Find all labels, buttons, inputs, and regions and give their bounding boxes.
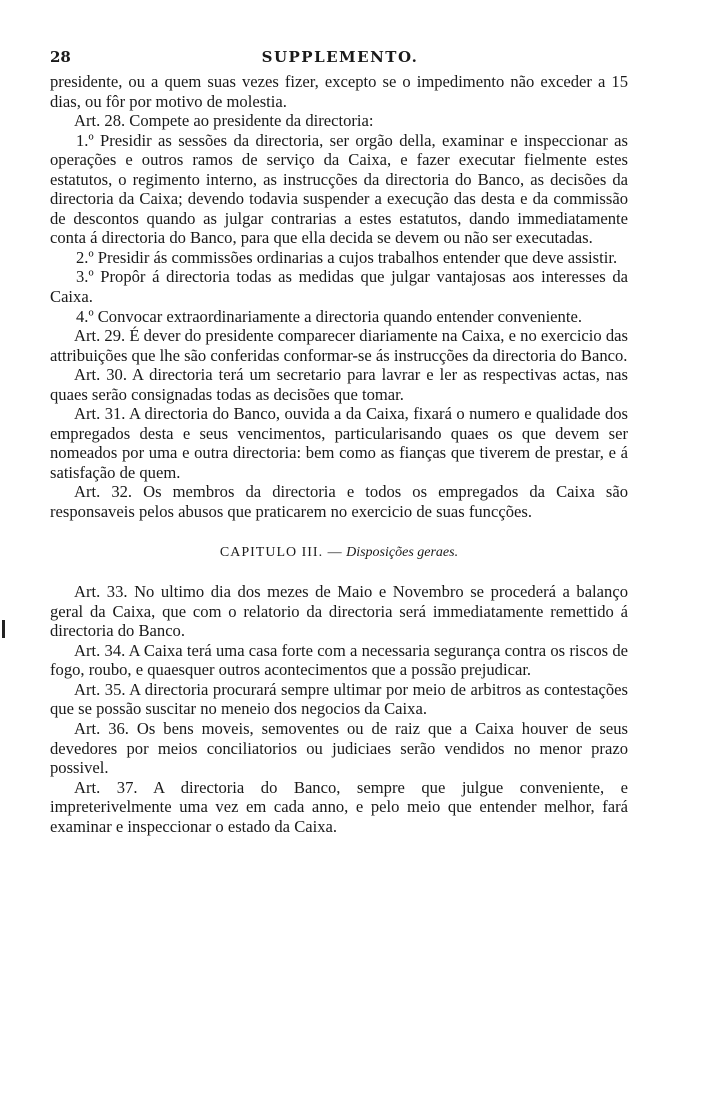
- paragraph-item-4: 4.º Convocar extraordinariamente a directoria quando entender conveniente.: [76, 306, 582, 326]
- paragraph-item-3: 3.º Propôr á directoria todas as medidas que julgar vantajosas aos interesses da Caixa.: [50, 267, 628, 307]
- paragraph-art-31: Art. 31. A directoria do Banco, ouvida a da Caixa, fixará o numero e qualidade dos empregados desta e seus vencimentos, particularisando quaes os que devem ser nomeados por uma e outra directoria: bem como as fianças que tiverem de prestar, e á satisfação de quem.: [50, 404, 628, 482]
- paragraph-art-36: Art. 36. Os bens moveis, semoventes ou de raiz que a Caixa houver de seus devedores por meios conciliatorios ou judiciaes serão vendidos no menor prazo possivel.: [50, 718, 628, 778]
- chapter-heading: [50, 543, 628, 563]
- paragraph-art-28: Art. 28. Compete ao presidente da directoria:: [74, 111, 374, 131]
- paragraph-continuation: presidente, ou a quem suas vezes fizer, excepto se o impedimento não exceder a 15 dias, ou fôr por motivo de molestia.: [50, 72, 628, 111]
- chapter-label: CAPITULO III. —: [219, 544, 343, 560]
- body-text: [50, 72, 628, 836]
- paragraph-art-29: Art. 29. É dever do presidente comparecer diariamente na Caixa, e no exercicio das attribuições que lhe são conferidas conformar-se ás instrucções da directoria do Banco.: [50, 326, 628, 365]
- paragraph-art-37: Art. 37. A directoria do Banco, sempre que julgue conveniente, e impreterivelmente uma vez em cada anno, e pelo meio que entender melhor, fará examinar e inspeccionar o estado da Caixa.: [50, 777, 628, 836]
- paragraph-item-2: 2.º Presidir ás commissões ordinarias a cujos trabalhos entender que deve assistir.: [76, 247, 618, 267]
- scan-artifact-mark: [2, 620, 5, 638]
- paragraph-art-35: Art. 35. A directoria procurará sempre ultimar por meio de arbitros as contestações que se possão suscitar no meneio dos negocios da Caixa.: [50, 679, 628, 719]
- page-number: 28: [50, 48, 71, 66]
- paragraph-art-34: Art. 34. A Caixa terá uma casa forte com a necessaria segurança contra os riscos de fogo, roubo, e quaesquer outros acontecimentos que a possão prejudicar.: [50, 640, 628, 680]
- paragraph-item-1: 1.º Presidir as sessões da directoria, ser orgão della, examinar e inspeccionar as operações e outros ramos de serviço da Caixa, e fazer executar fielmente estes estatutos, o regimento interno, as instrucções da directoria do Banco, as decisões da directoria da Caixa; devendo todavia suspender a execução das desta e da commissão de descontos quando as julgar contrarias a estes estatutos, dando immediatamente conta á directoria do Banco, para que ella decida se devem ou não ser executadas.: [50, 130, 628, 248]
- page-header: [50, 48, 630, 72]
- paragraph-art-32: Art. 32. Os membros da directoria e todos os empregados da Caixa são responsaveis pelos abusos que praticarem no exercicio de suas funcções.: [50, 482, 628, 522]
- paragraph-art-30: Art. 30. A directoria terá um secretario para lavrar e ler as respectivas actas, nas quaes serão consignadas todas as decisões que tomar.: [50, 365, 628, 404]
- paragraph-art-33: Art. 33. No ultimo dia dos mezes de Maio e Novembro se procederá a balanço geral da Caixa, que com o relatorio da directoria será immediatamente remettido á directoria do Banco.: [50, 582, 628, 641]
- chapter-topic: Disposições geraes.: [346, 544, 459, 560]
- running-title: SUPPLEMENTO.: [261, 48, 419, 66]
